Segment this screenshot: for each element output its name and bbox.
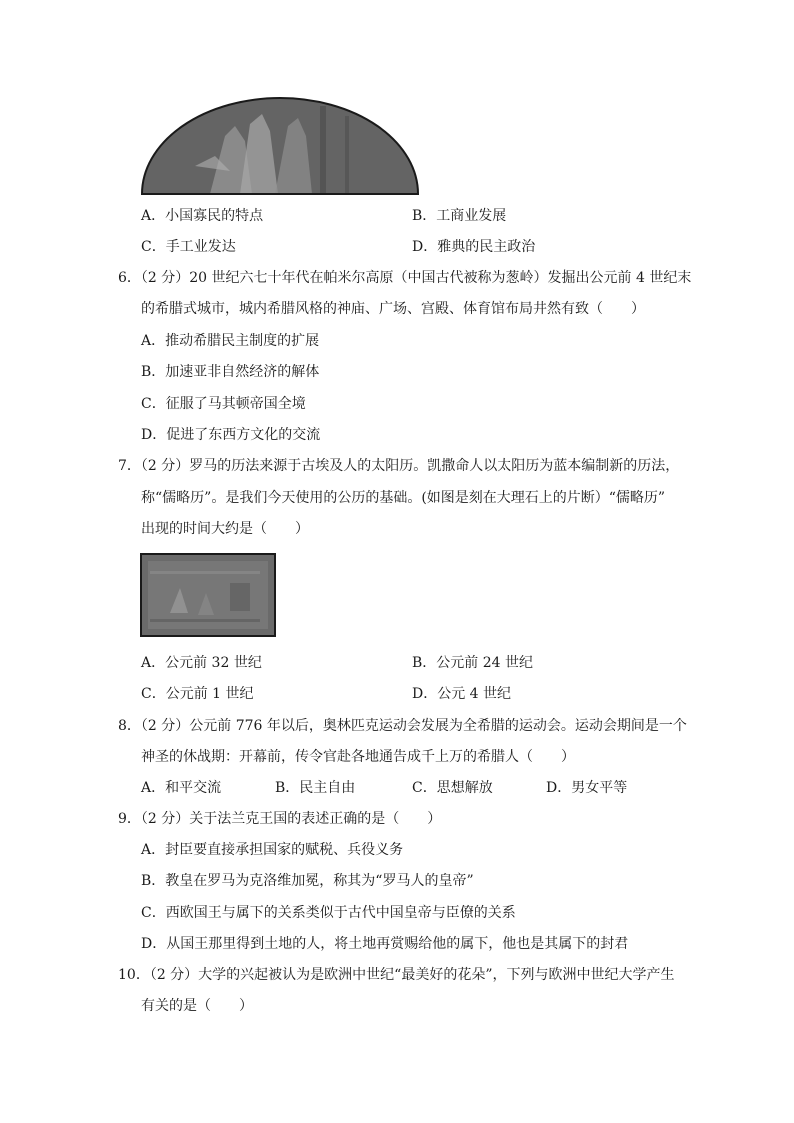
q7-stem-line2: 称“儒略历”。是我们今天使用的公历的基础。(如图是刻在大理石上的片断）“儒略历”	[141, 490, 666, 506]
vase-painting-image	[140, 96, 420, 196]
q7-option-c: C．公元前 1 世纪	[141, 686, 254, 702]
q10-stem-line2: 有关的是（ ）	[141, 998, 253, 1014]
q9-option-d: D．从国王那里得到土地的人，将土地再赏赐给他的属下，他也是其属下的封君	[141, 936, 629, 952]
q6-option-d: D．促进了东西方文化的交流	[141, 427, 321, 443]
q5-option-b: B．工商业发展	[412, 208, 507, 224]
q7-stem-line1: 7．（2 分）罗马的历法来源于古埃及人的太阳历。凯撒命人以太阳历为蓝本编制新的历法，	[118, 458, 680, 474]
q9-option-b: B．教皇在罗马为克洛维加冕，称其为“罗马人的皇帝”	[141, 873, 474, 889]
q7-option-b: B．公元前 24 世纪	[412, 655, 534, 671]
q6-option-b: B．加速亚非自然经济的解体	[141, 364, 320, 380]
q5-option-a: A．小国寡民的特点	[141, 208, 264, 224]
q9-option-a: A．封臣要直接承担国家的赋税、兵役义务	[141, 842, 404, 858]
q8-option-c: C．思想解放	[412, 780, 493, 796]
q8-option-d: D．男女平等	[546, 780, 628, 796]
q9-option-c: C．西欧国王与属下的关系类似于古代中国皇帝与臣僚的关系	[141, 905, 516, 921]
q10-stem-line1: 10．（2 分）大学的兴起被认为是欧洲中世纪“最美好的花朵”，下列与欧洲中世纪大学产生	[118, 967, 675, 983]
q5-option-c: C．手工业发达	[141, 239, 236, 255]
q8-option-a: A．和平交流	[141, 780, 222, 796]
q6-stem-line1: 6．（2 分）20 世纪六七十年代在帕米尔高原（中国古代被称为葱岭）发掘出公元前 4 世纪末	[118, 270, 692, 286]
q6-option-a: A．推动希腊民主制度的扩展	[141, 333, 320, 349]
q6-option-c: C．征服了马其顿帝国全境	[141, 396, 306, 412]
q7-option-d: D．公元 4 世纪	[412, 686, 512, 702]
q8-option-b: B．民主自由	[275, 780, 356, 796]
q9-stem-line1: 9．（2 分）关于法兰克王国的表述正确的是（ ）	[118, 811, 442, 827]
q5-option-d: D．雅典的民主政治	[412, 239, 536, 255]
q7-option-a: A．公元前 32 世纪	[141, 655, 262, 671]
q8-stem-line2: 神圣的休战期：开幕前，传令官赴各地通告成千上万的希腊人（ ）	[141, 749, 575, 765]
marble-calendar-fragment-image	[140, 553, 276, 637]
q7-stem-line3: 出现的时间大约是（ ）	[141, 521, 309, 537]
q8-stem-line1: 8．（2 分）公元前 776 年以后，奥林匹克运动会发展为全希腊的运动会。运动会期间是一个	[118, 718, 687, 734]
q6-stem-line2: 的希腊式城市，城内希腊风格的神庙、广场、宫殿、体育馆布局井然有致（ ）	[141, 301, 645, 317]
